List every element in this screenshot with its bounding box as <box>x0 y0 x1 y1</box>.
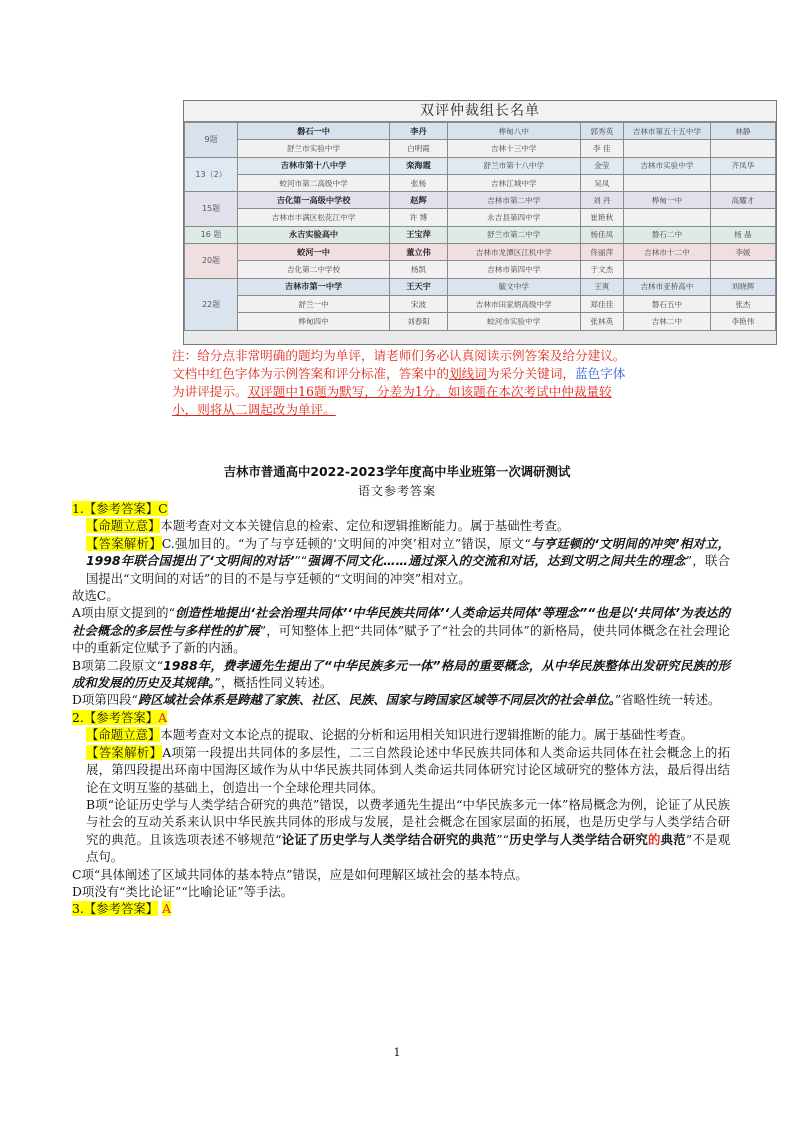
question-cell: 13（2） <box>185 157 238 192</box>
table-row <box>185 192 776 209</box>
leader-cell: 张林英 <box>580 313 623 330</box>
question-cell: 9题 <box>185 123 238 158</box>
leader-cell: 吴凤 <box>580 174 623 191</box>
school-cell: 舒兰一中 <box>238 295 390 312</box>
leader-cell: 李媛 <box>710 244 775 261</box>
school-cell: 永吉实验高中 <box>238 226 390 243</box>
leader-cell: 王爽 <box>580 278 623 295</box>
school-cell: 吉林十三中学 <box>447 140 580 157</box>
table-row <box>185 123 776 140</box>
leader-cell: 李丹 <box>390 123 448 140</box>
leader-cell: 张杰 <box>710 295 775 312</box>
q1-analysis: 【答案解析】C.强加目的。“为了与亨廷顿的‘文明间的冲突’相对立”错误，原文“与亨廷顿的‘文明间的冲突’相对立，1998年联合国提出了‘文明间的对话’”“强调不同文化……通过深入的交流和对话，达到文明之间共生的理念”，联合国提出“文明间的对话”的目的不是与亨廷顿的“文明间的冲突”相对立。 <box>86 535 730 586</box>
table-row <box>185 226 776 243</box>
table-row <box>185 244 776 261</box>
school-cell: 吉林市第一中学 <box>238 278 390 295</box>
school-cell: 吉林市第十八中学 <box>238 157 390 174</box>
school-cell: 吉林市实验中学 <box>624 157 711 174</box>
school-cell <box>624 209 711 226</box>
leader-cell <box>710 174 775 191</box>
table-row <box>185 174 776 191</box>
q1-option-b: B项第二段原文“1988年，费孝通先生提出了“中华民族多元一体”格局的重要概念，从中华民族整体出发研究民族的形成和发展的历史及其规律。”，概括性同义转述。 <box>72 657 730 691</box>
leader-cell: 于文杰 <box>580 261 623 278</box>
leader-cell: 王宝萍 <box>390 226 448 243</box>
leader-cell: 张杨 <box>390 174 448 191</box>
leader-cell: 林静 <box>710 123 775 140</box>
leader-cell: 刘 丹 <box>580 192 623 209</box>
school-cell: 桦甸一中 <box>624 192 711 209</box>
leader-cell: 高耀才 <box>710 192 775 209</box>
q2-answer: 2.【参考答案】A <box>72 709 168 725</box>
leader-cell <box>710 140 775 157</box>
table-row <box>185 157 776 174</box>
q2-analysis: 【答案解析】A项第一段提出共同体的多层性，二三自然段论述中华民族共同体和人类命运共同体在社会概念上的拓展，第四段提出环南中国海区域作为从中华民族共同体到人类命运共同体研究讨论区域研究的整体方法，最后得出结论在文明互鉴的基础上，创造出一个全球伦理共同体。 <box>86 744 731 795</box>
school-cell: 舒兰市实验中学 <box>238 140 390 157</box>
table-title: 双评仲裁组长名单 <box>184 101 776 122</box>
page-number: 1 <box>393 1046 401 1059</box>
school-cell: 蛟河市实验中学 <box>447 313 580 330</box>
question-cell: 22题 <box>185 278 238 330</box>
leader-cell: 李 佳 <box>580 140 623 157</box>
grading-note: 注：给分点非常明确的题均为单评，请老师们务必认真阅读示例答案及给分建议。文档中红色字体为示例答案和评分标准，答案中的划线词为采分关键词，蓝色字体为讲评提示。双评题中16题为默写，分差为1分。如该题在本次考试中仲裁量较小，则将从二调起改为单评。 <box>172 348 626 417</box>
leader-cell: 李艳伟 <box>710 313 775 330</box>
q1-option-d: D项第四段“跨区域社会体系是跨越了家族、社区、民族、国家与跨国家区域等不同层次的社会单位。”省略性统一转述。 <box>72 692 721 708</box>
school-cell: 吉林市第五十五中学 <box>624 123 711 140</box>
leader-cell: 赵辉 <box>390 192 448 209</box>
table-row <box>185 261 776 278</box>
school-cell: 吉化第一高级中学校 <box>238 192 390 209</box>
school-cell: 吉林市亚桥高中 <box>624 278 711 295</box>
q2-intent: 【命题立意】本题考查对文本论点的提取、论据的分析和运用相关知识进行逻辑推断的能力。属于基础性考查。 <box>86 727 694 743</box>
leader-cell: 崔艳秋 <box>580 209 623 226</box>
leader-cell: 白明霞 <box>390 140 448 157</box>
q2-option-c: C项“具体阐述了区域共同体的基本特点”错误，应是如何理解区域社会的基本特点。 <box>72 866 528 882</box>
arbitration-table <box>183 100 777 345</box>
leader-cell <box>710 261 775 278</box>
leader-cell: 刘晓辉 <box>710 278 775 295</box>
leader-cell: 董立伟 <box>390 244 448 261</box>
q2-option-d: D项没有“类比论证”“比喻论证”等手法。 <box>72 883 294 899</box>
table-row <box>185 313 776 330</box>
school-cell: 永吉县第四中学 <box>447 209 580 226</box>
leader-cell: 齐凤华 <box>710 157 775 174</box>
leader-cell: 杨凯 <box>390 261 448 278</box>
question-cell: 15题 <box>185 192 238 227</box>
q1-option-a: A项由原文提到的“创造性地提出‘社会治理共同体’‘中华民族共同体’‘人类命运共同体’等理念”“也是以‘共同体’为表达的社会概念的多层性与多样性的扩展”，可知整体上把“共同体”赋予了“社会的共同体”的新格局，使共同体概念在社会理论中的重新定位赋予了新的内涵。 <box>72 605 731 656</box>
school-cell: 吉林市第四中学 <box>447 261 580 278</box>
school-cell: 吉林市龙潭区江机中学 <box>447 244 580 261</box>
school-cell: 吉林江城中学 <box>447 174 580 191</box>
leader-cell: 郭秀英 <box>580 123 623 140</box>
leader-cell: 宋波 <box>390 295 448 312</box>
leader-cell: 金莹 <box>580 157 623 174</box>
table-row <box>185 209 776 226</box>
school-cell: 吉林市十二中 <box>624 244 711 261</box>
school-cell: 毓文中学 <box>447 278 580 295</box>
q1-intent: 【命题立意】本题考查对文本关键信息的检索、定位和逻辑推断能力。属于基础性考查。 <box>86 518 570 534</box>
leader-cell: 郑佳佳 <box>580 295 623 312</box>
q1-answer: 1.【参考答案】C <box>72 501 168 516</box>
document-title: 吉林市普通高中2022-2023学年度高中毕业班第一次调研测试 <box>223 464 571 479</box>
school-cell <box>624 261 711 278</box>
answer-body <box>72 500 730 918</box>
school-cell: 磐石一中 <box>238 123 390 140</box>
q1-conclusion: 故选C。 <box>72 588 119 604</box>
school-cell: 舒兰市第二中学 <box>447 226 580 243</box>
table-row <box>185 140 776 157</box>
document-subtitle: 语文参考答案 <box>357 484 436 498</box>
school-cell: 吉林市田家炳高级中学 <box>447 295 580 312</box>
school-cell <box>624 174 711 191</box>
question-cell: 20题 <box>185 244 238 279</box>
table-row <box>185 278 776 295</box>
school-cell: 吉林市丰满区松花江中学 <box>238 209 390 226</box>
school-cell: 蛟河一中 <box>238 244 390 261</box>
school-cell: 吉化第二中学校 <box>238 261 390 278</box>
school-cell: 蛟河市第二高级中学 <box>238 174 390 191</box>
question-cell: 16 题 <box>185 226 238 243</box>
leader-cell: 佟丽萍 <box>580 244 623 261</box>
school-cell: 舒兰市第十八中学 <box>447 157 580 174</box>
school-cell: 吉林市第二中学 <box>447 192 580 209</box>
leader-cell <box>710 209 775 226</box>
school-cell: 磐石二中 <box>624 226 711 243</box>
school-cell: 桦甸四中 <box>238 313 390 330</box>
arbitration-grid <box>184 122 776 331</box>
q2-option-b: B项“论证历史学与人类学结合研究的典范”错误，以费孝通先生提出“中华民族多元一体”格局概念为例，论证了从民族与社会的互动关系来认识中华民族共同体的形成与发展，是社会概念在国家层面的拓展，也是历史学与人类学结合研究的典范。且该选项表述不够规范“论证了历史学与人类学结合研究的典范”“历史学与人类学结合研究的典范”不是观点句。 <box>86 796 731 865</box>
school-cell <box>624 140 711 157</box>
school-cell: 吉林二中 <box>624 313 711 330</box>
table-row <box>185 295 776 312</box>
leader-cell: 王天宇 <box>390 278 448 295</box>
leader-cell: 许 博 <box>390 209 448 226</box>
school-cell: 磐石五中 <box>624 295 711 312</box>
leader-cell: 杨 晶 <box>710 226 775 243</box>
school-cell: 桦甸八中 <box>447 123 580 140</box>
leader-cell: 杨佳凤 <box>580 226 623 243</box>
leader-cell: 刘春阳 <box>390 313 448 330</box>
leader-cell: 栾海霞 <box>390 157 448 174</box>
q3-answer: 3.【参考答案】 A <box>72 901 172 917</box>
